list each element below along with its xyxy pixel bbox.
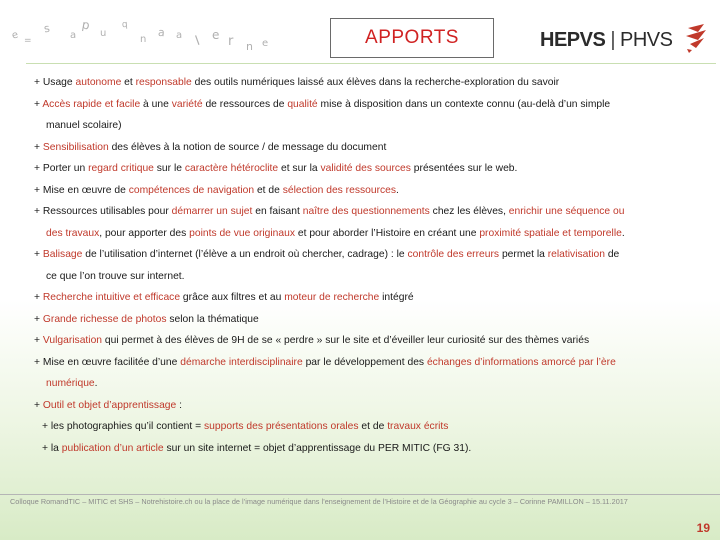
bullet-list (34, 72, 690, 459)
bullet-item (34, 94, 690, 137)
logo-text-hepvs: HEPVS (540, 28, 606, 51)
deco-letter: e (212, 28, 220, 42)
bullet-line (34, 223, 690, 245)
highlighted-text: travaux écrits (387, 421, 449, 432)
bullet-line (34, 395, 690, 417)
bullet-item (34, 72, 690, 94)
body-text: mise à disposition dans un contexte connu (au-delà d’un simple (317, 98, 611, 110)
body-text: + Mise en œuvre facilitée d’une (34, 356, 181, 368)
deco-letter: q (121, 19, 129, 31)
body-text: + (34, 399, 43, 411)
body-text: et pour aborder l’Histoire en créant une (295, 227, 480, 239)
highlighted-text: compétences de navigation (128, 184, 255, 196)
highlighted-text: relativisation (547, 249, 605, 260)
highlighted-text: proximité spatiale et temporelle (479, 227, 622, 239)
bullet-item (34, 395, 690, 417)
body-text: + (34, 141, 43, 153)
bullet-line (34, 352, 690, 374)
bullet-item (34, 158, 690, 180)
body-text: + Mise en œuvre de (34, 184, 129, 196)
highlighted-text: Accès rapide et facile (42, 98, 141, 110)
highlighted-text: échanges d’informations amorcé par l’ère (426, 356, 616, 368)
bullet-line (34, 373, 690, 395)
body-text: en faisant (252, 206, 303, 217)
bullet-line (34, 244, 690, 266)
body-text: . (396, 184, 399, 196)
body-text: grâce aux filtres et au (180, 292, 285, 303)
highlighted-text: Vulgarisation (42, 335, 103, 346)
deco-letter: a (157, 25, 166, 40)
page-number: 19 (696, 521, 710, 535)
bullet-line (34, 309, 690, 331)
highlighted-text: caractère hétéroclite (184, 163, 279, 174)
decorative-letters (0, 0, 330, 60)
deco-letter: n (246, 40, 253, 53)
body-text: et de (254, 184, 283, 196)
highlighted-text: Grande richesse de photos (42, 313, 167, 325)
body-text: sur le (153, 163, 185, 174)
deco-letter: u (100, 28, 107, 39)
bullet-item (34, 330, 690, 352)
body-text: permet la (499, 249, 548, 260)
body-text: + (34, 335, 43, 346)
body-text: sur un site internet = objet d’apprentissage du PER MITIC (FG 31). (163, 442, 472, 454)
body-text: à une (140, 98, 172, 110)
body-text: manuel scolaire) (46, 120, 122, 131)
bullet-line (34, 115, 690, 137)
highlighted-text: autonome (75, 77, 122, 88)
bullet-item (34, 352, 690, 395)
title-box (330, 18, 494, 58)
bullet-line (34, 94, 690, 116)
highlighted-text: enrichir une séquence ou (508, 206, 625, 217)
body-text: + Usage (34, 77, 76, 88)
body-text: par le développement des (302, 356, 427, 368)
body-text: + Porter un (34, 163, 89, 174)
highlighted-text: validité des sources (320, 163, 411, 174)
bullet-line (42, 438, 690, 460)
logo-mark-icon (684, 22, 710, 54)
body-text: de ressources de (202, 98, 288, 110)
bullet-item (34, 309, 690, 331)
body-text: intégré (379, 292, 414, 303)
body-text: + Ressources utilisables pour (34, 206, 172, 217)
bullet-item (34, 244, 690, 287)
bullet-line (34, 201, 690, 223)
bullet-item (34, 416, 690, 438)
body-text: des outils numériques laissé aux élèves dans la recherche-exploration du savoir (191, 77, 560, 88)
body-text: de l’utilisation d’internet (l’élève a un endroit où chercher, cadrage) : le (82, 249, 408, 260)
deco-letter: l (193, 33, 203, 50)
highlighted-text: démarche interdisciplinaire (180, 356, 303, 368)
deco-letter: a (176, 30, 183, 41)
body-text: + les photographies qu’il contient = (42, 421, 205, 432)
highlighted-text: publication d’un article (61, 442, 164, 454)
body-text: + (34, 292, 43, 303)
body-text: , pour apporter des (99, 227, 190, 239)
bullet-line (34, 137, 690, 159)
deco-letter: p (80, 17, 91, 33)
bullet-item (34, 137, 690, 159)
deco-letter: s (42, 21, 51, 36)
deco-letter: e (10, 29, 20, 42)
highlighted-text: responsable (135, 77, 192, 88)
bullet-item (34, 180, 690, 202)
highlighted-text: Recherche intuitive et efficace (42, 292, 181, 303)
deco-letter: n (140, 34, 147, 45)
highlighted-text: points de vue originaux (189, 227, 296, 239)
bullet-line (34, 266, 690, 288)
bullet-item (34, 438, 690, 460)
body-text: présentées sur le web. (410, 163, 518, 174)
bullet-line (34, 330, 690, 352)
footer-text: Colloque RomandTIC – MITIC et SHS – Notrehistoire.ch ou la place de l’image numérique dans l’enseignement de l’Histoire et de la Géographie au cycle 3 – Corinne PAMILLON – 15.11.2017 (10, 497, 628, 506)
highlighted-text: variété (171, 98, 203, 110)
bullet-line (34, 180, 690, 202)
body-text: et sur la (278, 163, 321, 174)
deco-letter: e (262, 38, 269, 49)
highlighted-text: contrôle des erreurs (407, 249, 500, 260)
bullet-line (34, 72, 690, 94)
deco-letter: r (228, 34, 234, 49)
hepvs-logo (540, 26, 672, 54)
slide-title: APPORTS (365, 27, 459, 48)
highlighted-text: moteur de recherche (284, 292, 380, 303)
header-divider (26, 63, 716, 64)
body-text: de (604, 249, 620, 260)
highlighted-text: numérique (46, 378, 95, 389)
body-text: et (121, 77, 136, 88)
highlighted-text: sélection des ressources (282, 184, 397, 196)
body-text: selon la thématique (166, 313, 259, 325)
highlighted-text: Balisage (42, 249, 83, 260)
body-text: chez les élèves, (429, 206, 509, 217)
highlighted-text: Sensibilisation (42, 141, 109, 153)
highlighted-text: des travaux (46, 227, 100, 239)
highlighted-text: démarrer un sujet (171, 206, 253, 217)
bullet-item (34, 287, 690, 309)
highlighted-text: naître des questionnements (302, 206, 430, 217)
body-text: + (34, 98, 43, 110)
highlighted-text: qualité (287, 98, 318, 110)
body-text: . (621, 227, 625, 239)
body-text: + (34, 249, 43, 260)
bullet-line (34, 158, 690, 180)
body-text: et de (358, 421, 388, 432)
body-text: . (94, 378, 98, 389)
body-text: qui permet à des élèves de 9H de se « perdre » sur le site et d’éveiller leur curiosité sur des thèmes variés (102, 335, 590, 346)
body-text: + (34, 313, 43, 325)
footer-divider (0, 494, 720, 495)
body-text: des élèves à la notion de source / de message du document (108, 141, 387, 153)
body-text: ce que l’on trouve sur internet. (46, 270, 185, 282)
bullet-item (34, 201, 690, 244)
body-text: + la (42, 442, 62, 454)
bullet-line (34, 287, 690, 309)
highlighted-text: supports des présentations orales (204, 421, 359, 432)
deco-letter: a (70, 30, 77, 41)
bullet-line (42, 416, 690, 438)
highlighted-text: regard critique (88, 163, 154, 174)
body-text: : (176, 399, 182, 411)
deco-letter: = (24, 36, 32, 46)
logo-separator: | (610, 28, 616, 51)
highlighted-text: Outil et objet d’apprentissage (42, 399, 177, 411)
logo-text-phvs: PHVS (620, 28, 673, 51)
